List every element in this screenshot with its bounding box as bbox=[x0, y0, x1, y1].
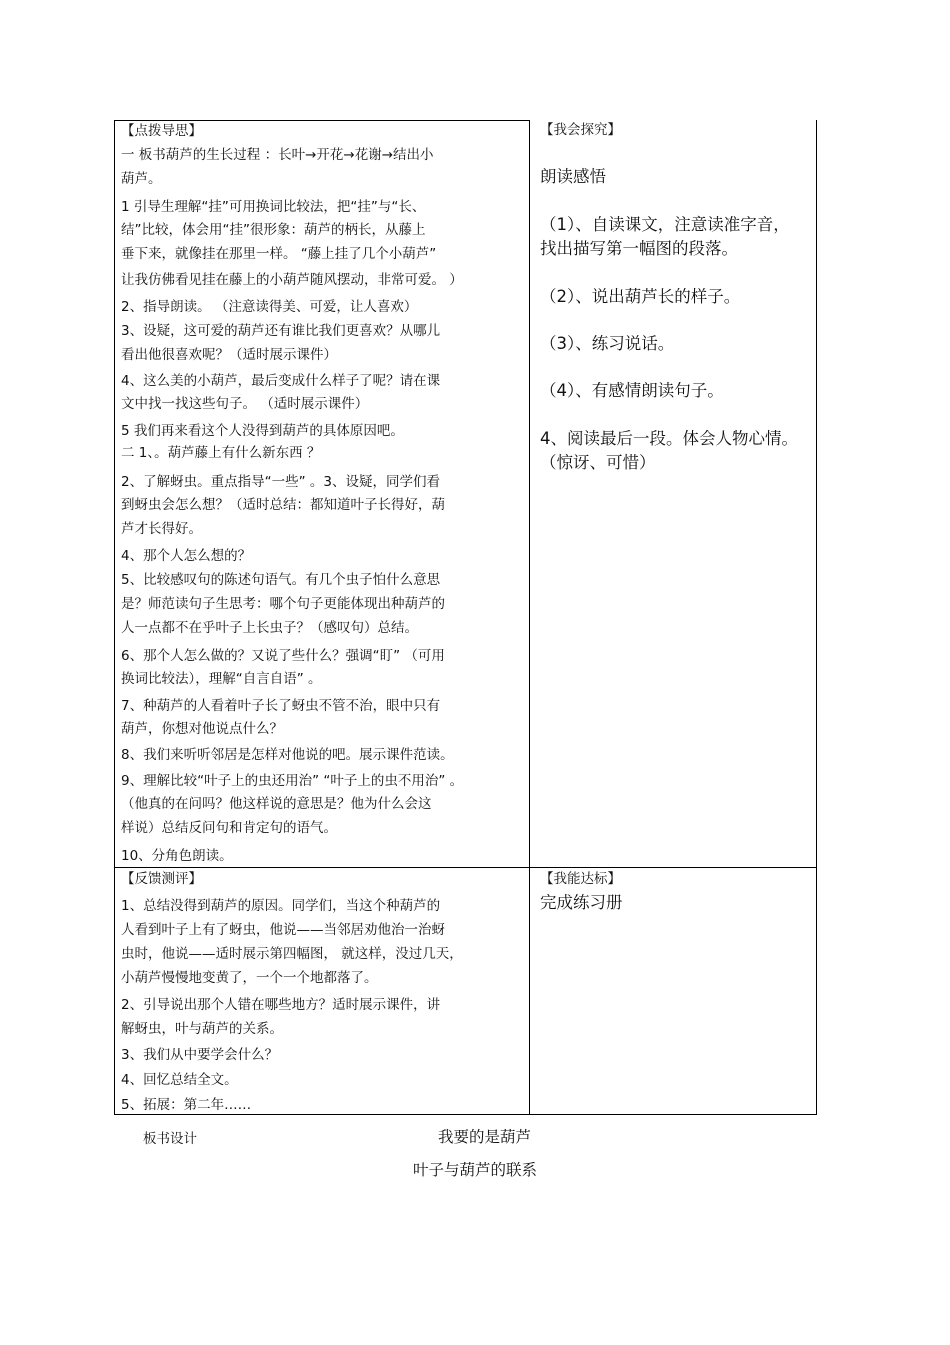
feedback-header: 【反馈测评】 bbox=[121, 871, 202, 887]
guidance-line: 结”比较，体会用“挂”很形象：葫芦的柄长，从藤上 bbox=[121, 222, 426, 238]
feedback-line: 4、回忆总结全文。 bbox=[121, 1072, 238, 1088]
explore-line: （4）、有感情朗读句子。 bbox=[540, 381, 724, 400]
guidance-line: 2、了解蚜虫。重点指导“一些” 。3、设疑，同学们看 bbox=[121, 474, 440, 490]
guidance-cell bbox=[114, 120, 530, 867]
lesson-table bbox=[114, 120, 817, 1115]
feedback-line: 小葫芦慢慢地变黄了，一个一个地都落了。 bbox=[121, 970, 378, 986]
board-design-label: 板书设计 bbox=[143, 1131, 197, 1147]
guidance-line: 人一点都不在乎叶子上长虫子？（感叹句）总结。 bbox=[121, 620, 418, 636]
guidance-line: 10、分角色朗读。 bbox=[121, 848, 233, 864]
guidance-line: 垂下来，就像挂在那里一样。 “藤上挂了几个小葫芦” bbox=[121, 246, 437, 262]
explore-line: 朗读感悟 bbox=[540, 167, 606, 186]
guidance-line: （他真的在问吗？他这样说的意思是？他为什么会这 bbox=[121, 796, 432, 812]
feedback-line: 2、引导说出那个人错在哪些地方？适时展示课件，讲 bbox=[121, 997, 441, 1013]
guidance-line: 让我仿佛看见挂在藤上的小葫芦随风摆动，非常可爱。 ） bbox=[121, 272, 463, 288]
guidance-line: 是？师范读句子生思考：哪个句子更能体现出种葫芦的 bbox=[121, 596, 445, 612]
guidance-line: 二 1、。葫芦藤上有什么新东西 ？ bbox=[121, 445, 321, 461]
guidance-line: 9、理解比较“叶子上的虫还用治” “叶子上的虫不用治” 。 bbox=[121, 773, 464, 789]
board-subtitle: 叶子与葫芦的联系 bbox=[413, 1161, 538, 1179]
guidance-line: 2、指导朗读。 （注意读得美、可爱，让人喜欢） bbox=[121, 299, 418, 315]
board-title: 我要的是葫芦 bbox=[438, 1128, 532, 1146]
feedback-line: 人看到叶子上有了蚜虫，他说——当邻居劝他治一治蚜 bbox=[121, 922, 445, 938]
explore-line: （惊讶、可惜） bbox=[540, 453, 656, 472]
explore-line: 4、阅读最后一段。体会人物心情。 bbox=[540, 429, 798, 448]
feedback-line: 虫时，他说——适时展示第四幅图， 就这样，没过几天， bbox=[121, 946, 463, 962]
explore-line: （2）、说出葫芦长的样子。 bbox=[540, 287, 741, 306]
guidance-line: 3、设疑，这可爱的葫芦还有谁比我们更喜欢？从哪儿 bbox=[121, 323, 441, 339]
guidance-line: 7、种葫芦的人看着叶子长了蚜虫不管不治，眼中只有 bbox=[121, 698, 441, 714]
explore-line: （3）、练习说话。 bbox=[540, 334, 675, 353]
guidance-line: 8、我们来听听邻居是怎样对他说的吧。展示课件范读。 bbox=[121, 747, 454, 763]
target-cell bbox=[530, 867, 817, 1115]
guidance-line: 芦才长得好。 bbox=[121, 521, 202, 537]
guidance-line: 看出他很喜欢呢？（适时展示课件） bbox=[121, 347, 337, 363]
explore-line: （1）、自读课文，注意读准字音， bbox=[540, 215, 790, 234]
guidance-line: 4、这么美的小葫芦，最后变成什么样子了呢？请在课 bbox=[121, 373, 441, 389]
guidance-line: 5 我们再来看这个人没得到葫芦的具体原因吧。 bbox=[121, 423, 404, 439]
target-header: 【我能达标】 bbox=[540, 871, 621, 887]
feedback-cell bbox=[114, 867, 530, 1115]
guidance-line: 换词比较法），理解“自言自语” 。 bbox=[121, 671, 322, 687]
guidance-line: 葫芦，你想对他说点什么？ bbox=[121, 721, 283, 737]
explore-cell bbox=[530, 120, 817, 867]
guidance-line: 1 引导生理解“挂”可用换词比较法，把“挂”与“长、 bbox=[121, 199, 426, 215]
feedback-line: 1、总结没得到葫芦的原因。同学们，当这个种葫芦的 bbox=[121, 898, 441, 914]
guidance-line: 到蚜虫会怎么想？（适时总结：都知道叶子长得好，葫 bbox=[121, 497, 445, 513]
guidance-line: 5、比较感叹句的陈述句语气。有几个虫子怕什么意思 bbox=[121, 572, 441, 588]
feedback-line: 3、我们从中要学会什么？ bbox=[121, 1047, 279, 1063]
guidance-line: 6、那个人怎么做的？又说了些什么？强调“盯” （可用 bbox=[121, 648, 445, 664]
guidance-header: 【点拨导思】 bbox=[121, 123, 202, 139]
guidance-line: 一 板书葫芦的生长过程 ：长叶→开花→花谢→结出小 bbox=[121, 147, 434, 163]
guidance-line: 文中找一找这些句子。 （适时展示课件） bbox=[121, 396, 369, 412]
guidance-line: 4、那个人怎么想的？ bbox=[121, 548, 252, 564]
feedback-line: 5、拓展：第二年…… bbox=[121, 1097, 252, 1113]
guidance-line: 样说）总结反问句和肯定句的语气。 bbox=[121, 820, 337, 836]
target-line: 完成练习册 bbox=[540, 893, 623, 912]
explore-header: 【我会探究】 bbox=[540, 122, 621, 138]
guidance-line: 葫芦。 bbox=[121, 171, 162, 187]
feedback-line: 解蚜虫，叶与葫芦的关系。 bbox=[121, 1021, 283, 1037]
explore-line: 找出描写第一幅图的段落。 bbox=[540, 239, 738, 258]
